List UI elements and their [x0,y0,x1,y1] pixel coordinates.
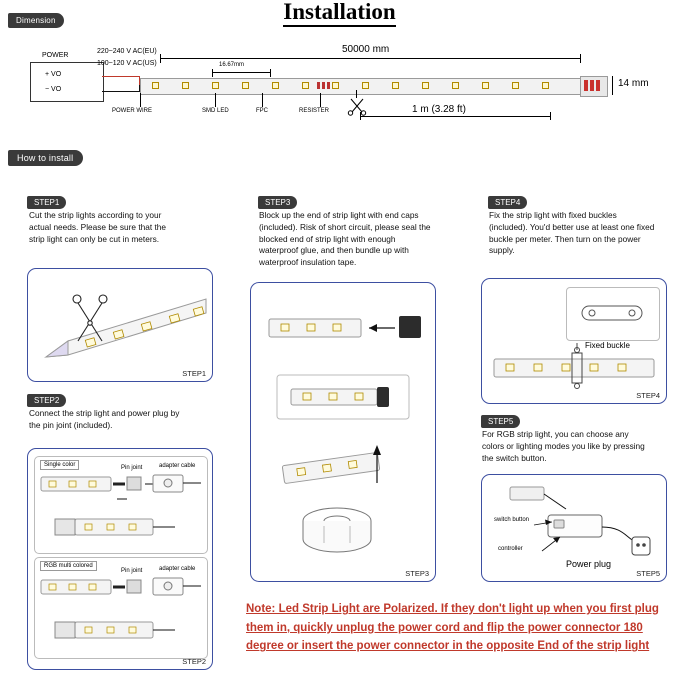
callout-leader-fpc [262,93,263,107]
cut-length-tick-right [550,112,551,120]
step5-text: For RGB strip light, you can choose any colors or lighting modes you like by pressing the switch button. [482,429,645,463]
led-dot [332,82,339,89]
led-dot [362,82,369,89]
step2-corner-label: STEP2 [182,657,206,666]
callout-smd-led: SMD LED [202,108,229,114]
step2-text: Connect the strip light and power plug by the pin joint (included). [29,408,180,430]
step3-corner-label: STEP3 [405,569,429,578]
step2-illustration [27,448,213,670]
total-length-label: 50000 mm [342,44,390,55]
howto-tag-label: How to install [8,150,83,166]
step2-label-wrap [27,390,66,408]
callout-leader-power-wire [140,93,141,107]
callout-fpc: FPC [256,108,268,114]
step3-illustration [250,282,436,582]
step2-label: STEP2 [27,394,66,407]
step2-rgb-panel [34,557,208,659]
power-wire-red [102,76,140,77]
led-dot [302,82,309,89]
step3-drawing [251,283,435,581]
step4-corner-label: STEP4 [636,391,660,400]
step1-corner-label: STEP1 [182,369,206,378]
pitch-label: 16.67mm [219,62,245,68]
pin-joint-label-2: Pin joint [121,568,143,574]
total-length-line [160,58,580,59]
terminal-plus-label: + VO [45,71,62,78]
step4-label-wrap [488,192,527,210]
callout-power-wire: POWER WIRE [112,108,152,114]
adapter-cable-label-1: adapter cable [159,463,196,469]
rgb-multi-label: RGB multi colored [40,561,97,571]
step1-text: Cut the strip lights according to your actual needs. Please be sure that the strip light can only be cut in meters. [29,210,166,244]
cut-line-tick [356,90,357,98]
voltage-us-label: 100~120 V AC(US) [97,60,157,67]
step3-label: STEP3 [258,196,297,209]
single-color-label: Single color [40,460,79,470]
pitch-line [212,72,270,73]
step4-illustration [481,278,667,404]
step1-label: STEP1 [27,196,66,209]
fixed-buckle-label: Fixed buckle [585,341,630,350]
step3-label-wrap [258,192,297,210]
total-length-tick-right [580,54,581,63]
cut-length-line [360,116,550,117]
scissors-icon [347,96,367,116]
total-length-tick-left [160,54,161,63]
connector-pin-1 [584,80,588,91]
led-dot [512,82,519,89]
power-label: POWER [42,52,69,59]
step5-label-wrap [481,411,520,429]
led-dot [422,82,429,89]
callout-resister: RESISTER [299,108,330,114]
step1-cut-drawing [28,269,212,381]
fixed-buckle-drawing [567,288,657,338]
step1-illustration [27,268,213,382]
power-plug-label: Power plug [566,559,612,569]
led-dot [152,82,159,89]
adapter-cable-label-2: adapter cable [159,566,196,572]
page-title: Installation [283,0,395,27]
pitch-tick-left [212,69,213,77]
step2-single-color-panel [34,456,208,554]
dimension-diagram [12,40,667,135]
led-dot [392,82,399,89]
callout-leader-smd-led [215,93,216,107]
switch-button-label: switch button [494,517,530,523]
step1-label-wrap [27,192,66,210]
howto-tag [8,148,83,166]
power-supply-box [30,62,104,102]
cut-length-label: 1 m (3.28 ft) [412,104,466,115]
width-tick [612,76,613,95]
pitch-tick-right [270,69,271,77]
controller-label: controller [498,546,523,552]
dimension-tag-label: Dimension [8,13,64,28]
callout-leader-resister [320,93,321,107]
power-wire-black [102,91,140,92]
step4-label: STEP4 [488,196,527,209]
connector-pin-2 [590,80,594,91]
resistor-mark [317,82,320,89]
step4-text: Fix the strip light with fixed buckles (included). You'd better use at least one fixed buckle per meter. Then turn on the power supply. [489,210,655,256]
cut-length-tick-left [360,112,361,120]
step5-illustration [481,474,667,582]
resistor-mark [322,82,325,89]
page-title-wrap [0,0,679,27]
led-dot [482,82,489,89]
led-dot [212,82,219,89]
step5-label: STEP5 [481,415,520,428]
pin-joint-label-1: Pin joint [121,465,143,471]
single-color-drawing [35,457,207,553]
polarity-note: Note: Led Strip Light are Polarized. If they don't light up when you first plug them in, quickly unplug the power cord and flip the power connector 180 degree or insert the power connector in the opposite End of the strip light [246,603,659,653]
led-dot [542,82,549,89]
terminal-minus-label: − VO [45,86,62,93]
led-dot [272,82,279,89]
step5-corner-label: STEP5 [636,569,660,578]
led-dot [182,82,189,89]
connector-pin-3 [596,80,600,91]
resistor-mark [327,82,330,89]
voltage-eu-label: 220~240 V AC(EU) [97,48,157,55]
led-dot [452,82,459,89]
width-label: 14 mm [618,78,649,89]
step4-strip-drawing [486,337,664,393]
fixed-buckle-detail [566,287,660,341]
step3-text: Block up the end of strip light with end caps (included). Risk of short circuit, please seal the blocked end of strip light with enough waterproof glue, and then bundle up with waterproof insulation tape. [259,210,431,268]
led-dot [242,82,249,89]
